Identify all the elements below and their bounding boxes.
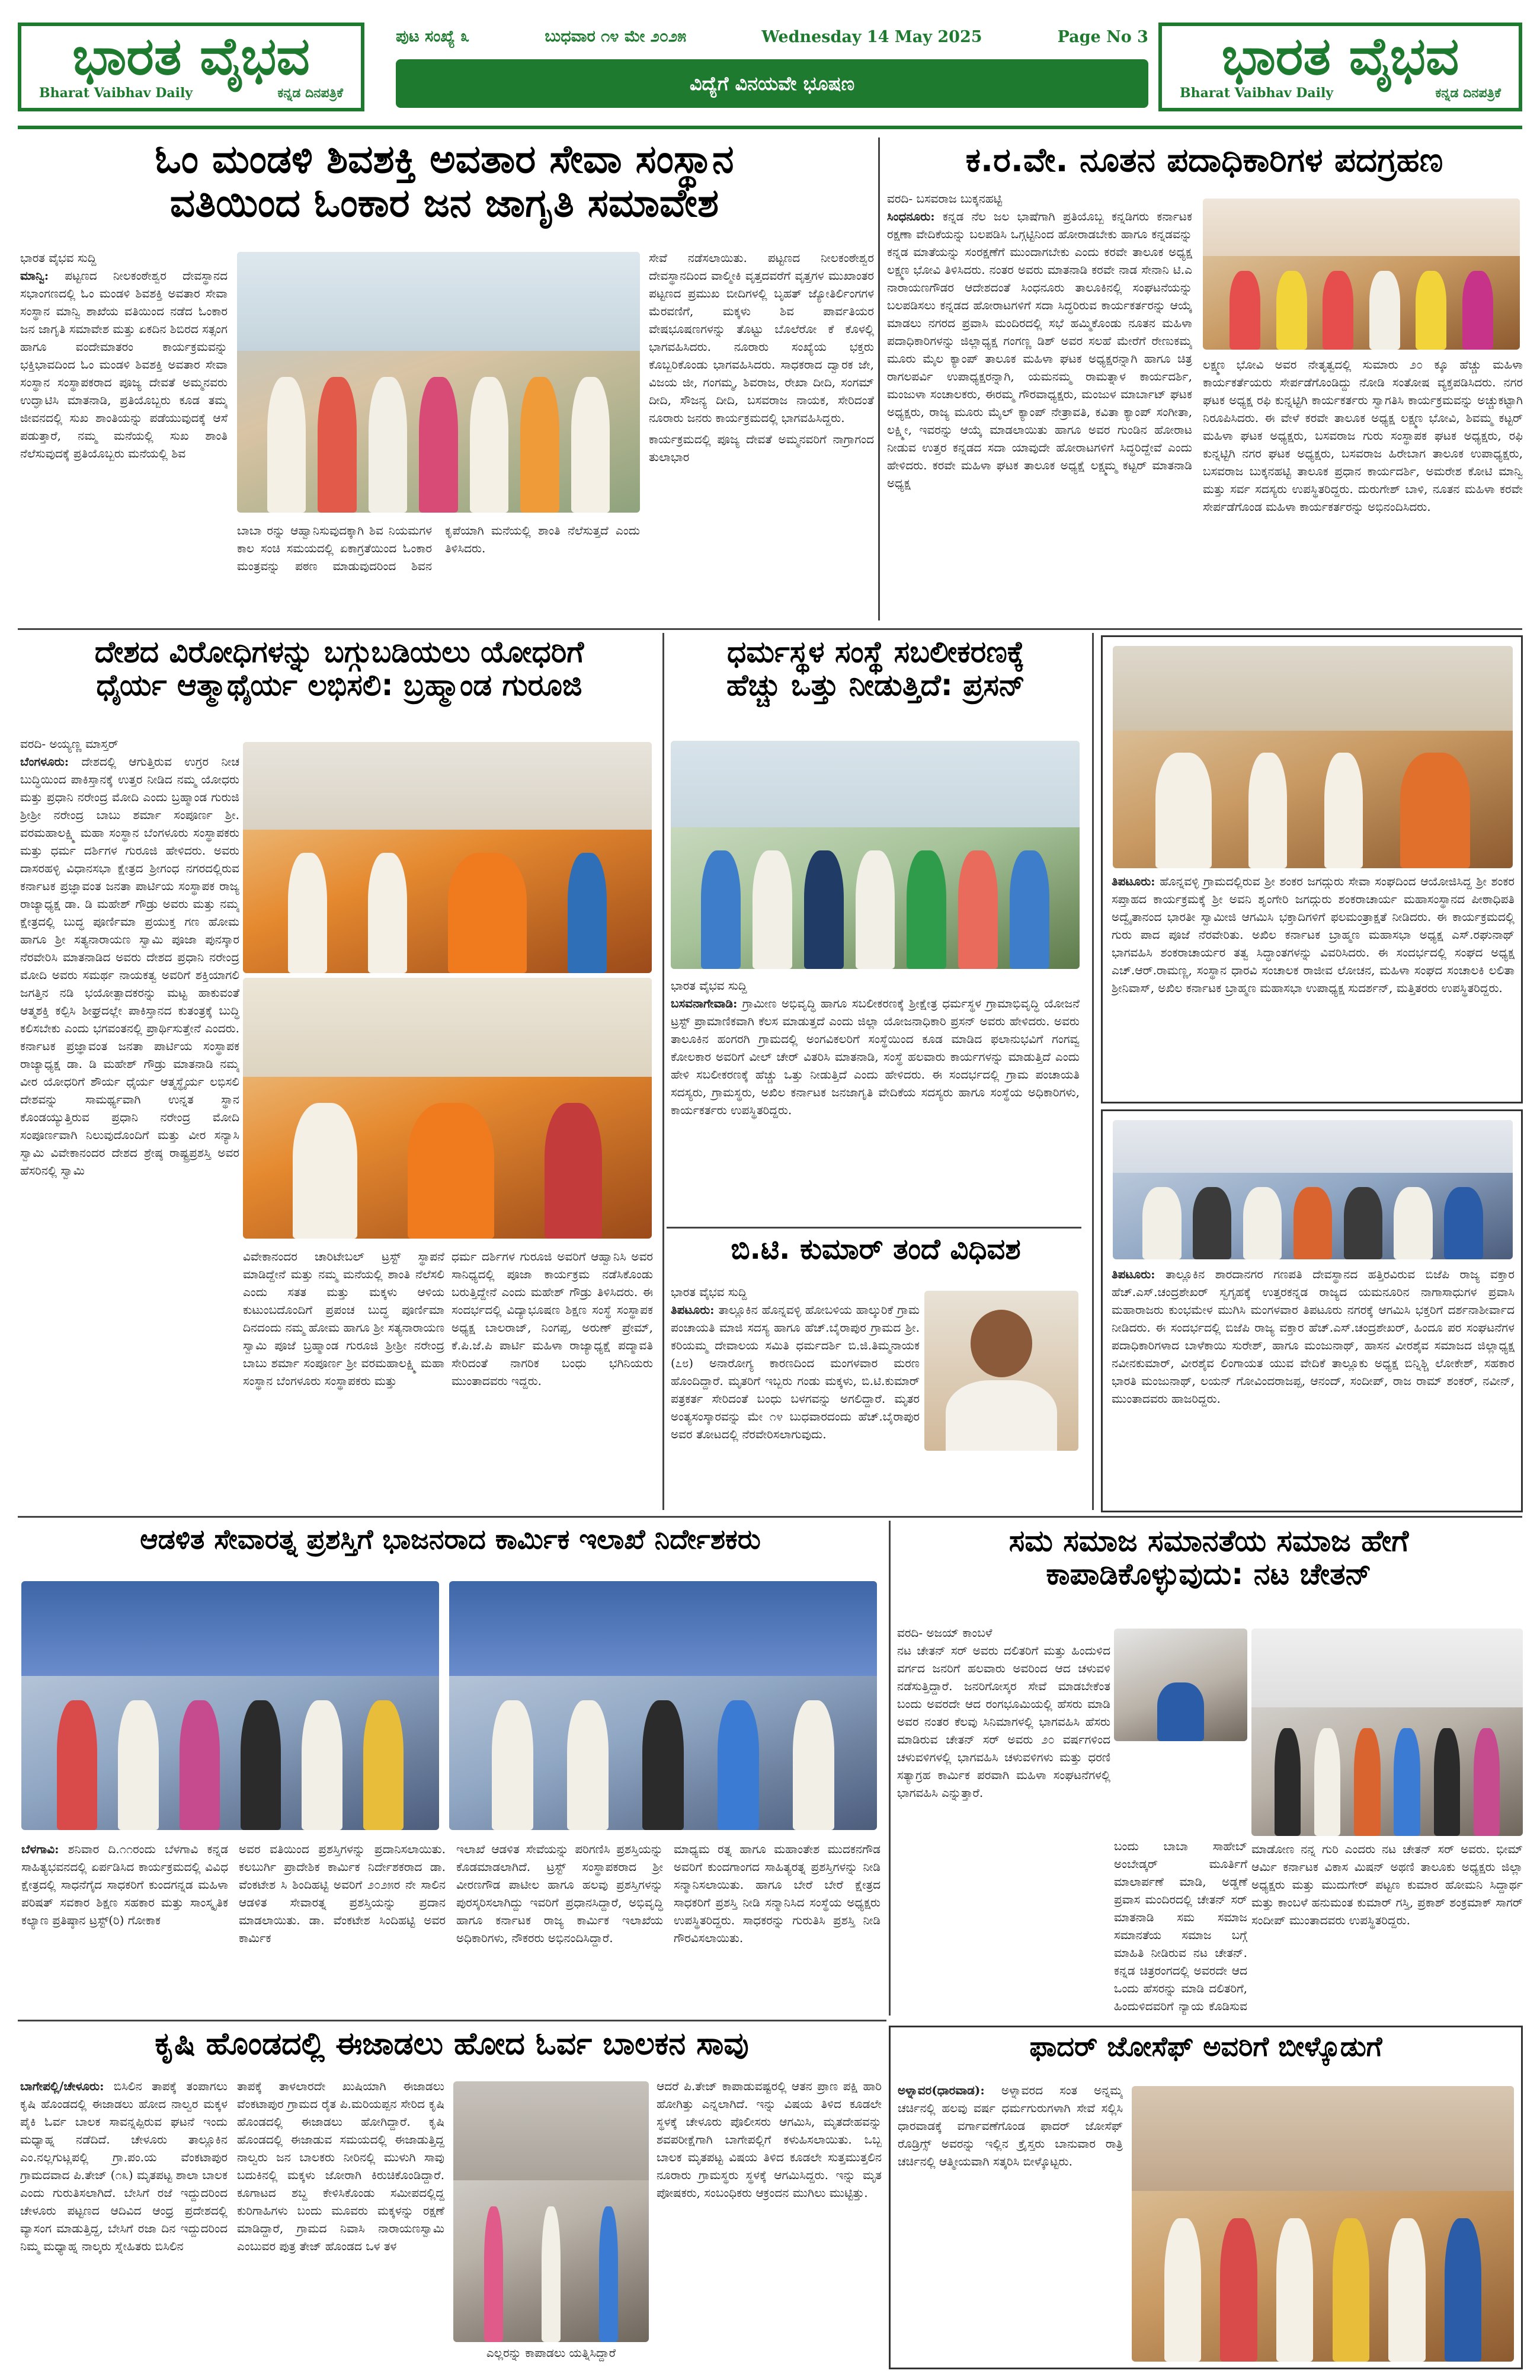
headline-omkara-2: ವತಿಯಿಂದ ಓಂಕಾರ ಜನ ಜಾಗೃತಿ ಸಮಾವೇಶ bbox=[169, 180, 719, 226]
chetan-byline: ವರದಿ- ಅಜಯ್ ಕಾಂಬಳೆ bbox=[897, 1626, 992, 1640]
labour-body-3: ಇಲಾಖೆ ಆಡಳಿತ ಸೇವೆಯನ್ನು ಪರಿಗಣಿಸಿ ಪ್ರಶಸ್ತಿಯನ್ನು ಕೊಡಮಾಡಲಾಗಿದೆ. ಟ್ರಸ್ಟ್ ಸಂಸ್ಥಾಪಕರಾದ ಶ್ರೀ ವೀರಣಗೌಡ ಪಾಟೀಲ ಹಾಗೂ ಹಲವು ಪ್ರಶಸ್ತಿಗಳನ್ನು ಪುರಸ್ಕರಿಸಲಾಗಿದ್ದು ಇವರಿಗೆ ಪ್ರಧಾನಸಿದ್ದಾರೆ, ಅಭಿವೃದ್ಧಿ ಹಾಗೂ ಕರ್ನಾಟಕ ರಾಜ್ಯ ಕಾರ್ಮಿಕ ಇಲಾಖೆಯ ಅಧಿಕಾರಿಗಳು, ನೌಕರರು ಅಭಿನಂದಿಸಿದ್ದಾರೆ. bbox=[456, 1842, 663, 1945]
father-church-photo bbox=[1132, 2086, 1514, 2362]
karave-byline: ವರದಿ- ಬಸವರಾಜ ಬುಕ್ಕನಹಟ್ಟಿ bbox=[887, 191, 1003, 206]
omkara-byline: ಭಾರತ ವೈಭವ ಸುದ್ದಿ bbox=[20, 251, 97, 265]
omkara-body-3-tail: ಕಾರ್ಯಕ್ರಮದಲ್ಲಿ ಪೂಜ್ಯ ದೇವತೆ ಅಮ್ಮನವರಿಗೆ ನಾಗ್ರಾಗಂದ ತುಲಾಭಾರ bbox=[649, 432, 874, 464]
row-divider-1 bbox=[18, 628, 1522, 630]
drown-body-1: ಬಿಸಿಲಿನ ತಾಪಕ್ಕೆ ತಂಪಾಗಲು ಕೃಷಿ ಹೊಂಡದಲ್ಲಿ ಈಜಾಡಲು ಹೋದ ನಾಲ್ವರ ಮಕ್ಕಳ ಪೈಕಿ ಓರ್ವ ಬಾಲಕ ಸಾವನ್ನಪ್ಪಿರುವ ಘಟನೆ ಇಂದು ಮಧ್ಯಾಹ್ನ ನಡೆದಿದೆ. ಚೇಳೂರು ತಾಲ್ಲೂಕಿನ ಎಂ.ನಲ್ಲಗುಟ್ಲಪಲ್ಲಿ ಗ್ರಾ.ಪಂ.ಯ ವೆಂಕಟಾಪುರ ಗ್ರಾಮದವಾದ ಪಿ.ತೇಜ್ (೧೩) ಮೃತಪಟ್ಟ ಶಾಲಾ ಬಾಲಕ ಎಂದು ಗುರುತಿಸಲಾಗಿದೆ. ಬೇಸಿಗೆ ರಜೆ ಇದ್ದುದರಿಂದ ಚೇಳೂರು ಪಟ್ಟಣದ ಆದಿವಿದ ಆಂಧ್ರ ಪ್ರದೇಶದಲ್ಲಿ ವ್ಯಾಸಂಗ ಮಾಡುತ್ತಿದ್ದ, ಬೇಸಿಗೆ ರಜಾ ದಿನ ಇದ್ದುದರಿಂದ ನಿಮ್ಮ ಮಧ್ಯಾಹ್ನ ನಾಲ್ಕರು ಸ್ನೇಹಿತರು ಬಿಸಿಲಿನ bbox=[20, 2079, 228, 2253]
headline-drown: ಕೃಷಿ ಹೊಂಡದಲ್ಲಿ ಈಜಾಡಲು ಹೋದ ಓರ್ವ ಬಾಲಕನ ಸಾವು bbox=[155, 2027, 749, 2062]
brahmanda-guruji-photo-1 bbox=[243, 742, 652, 973]
dharmasthala-group-photo bbox=[671, 741, 1080, 969]
story-labour bbox=[18, 1524, 883, 1572]
labour-award-photo-2 bbox=[449, 1581, 877, 1830]
drown-column-2 bbox=[237, 2077, 444, 2368]
bjp-tiptur-body-block bbox=[1112, 1265, 1515, 1508]
omkara-column-3 bbox=[649, 249, 874, 628]
shringeri-swamiji-photo bbox=[1113, 646, 1513, 868]
newspaper-english-name-right: Bharat Vaibhav Daily bbox=[1180, 85, 1334, 101]
shringeri-body-block bbox=[1112, 872, 1515, 1101]
newspaper-kannada-sub: ಕನ್ನಡ ದಿನಪತ್ರಿಕೆ bbox=[277, 85, 343, 101]
masthead-rule bbox=[18, 126, 1522, 129]
chetan-column-2 bbox=[1114, 1837, 1247, 2015]
date-english: Wednesday 14 May 2025 bbox=[761, 27, 982, 46]
headline-obit: ಬಿ.ಟಿ. ಕುಮಾರ್ ತಂದೆ ವಿಧಿವಶ bbox=[731, 1234, 1021, 1266]
story-father bbox=[892, 2032, 1520, 2079]
labour-dateline: ಬೆಳಗಾವಿ: bbox=[21, 1842, 59, 1856]
newspaper-title-right: ಭಾರತ ವೈಭವ bbox=[1221, 25, 1459, 87]
dharmasthala-dateline: ಬಸವನಾಗೇವಾಡಿ: bbox=[671, 996, 738, 1010]
labour-body-block bbox=[21, 1840, 881, 2012]
headline-omkara-1: ಓಂ ಮಂಡಳಿ ಶಿವಶಕ್ತಿ ಅವತಾರ ಸೇವಾ ಸಂಸ್ಥಾನ bbox=[155, 137, 734, 182]
drown-dateline: ಬಾಗೇಪಲ್ಲಿ/ಚೇಳೂರು: bbox=[20, 2079, 104, 2093]
headline-brahmanda-2: ಧೈರ್ಯ ಆತ್ಮಾಥೈರ್ಯ ಲಭಿಸಲಿ: ಬ್ರಹ್ಮಾಂಡ ಗುರೂಜಿ bbox=[96, 668, 582, 702]
drown-column-3 bbox=[657, 2077, 882, 2368]
row-divider-2 bbox=[18, 1516, 1522, 1518]
chetan-group-photo bbox=[1251, 1629, 1523, 1836]
date-kannada: ಬುಧವಾರ ೧೪ ಮೇ ೨೦೨೫ bbox=[545, 27, 687, 46]
chetan-portrait-photo bbox=[1114, 1629, 1247, 1741]
masthead-logo-left bbox=[18, 23, 364, 111]
shringeri-dateline: ತಿಪಟೂರು: bbox=[1112, 874, 1155, 888]
brahmanda-caption-1: ವಿವೇಕಾನಂದರ ಚಾರಿಟೇಬಲ್ ಟ್ರಸ್ಟ್ ಸ್ಥಾಪನೆ ಮಾಡಿದ್ದೇನೆ ಮತ್ತು ನಮ್ಮ ಮನೆಯಲ್ಲಿ ಶಾಂತಿ ನೆಲೆಸಲಿ ಎಂದು ಸತತ ಮತ್ತು ಮಕ್ಕಳು ಆಳಿಯ ಕುಟುಂಬದೊಂದಿಗೆ ಪ್ರಪಂಚ ಬುದ್ಧ ಪೂರ್ಣಿಮಾ ದಿನದಂದು ನಮ್ಮ ಹೋಮ ಹಾಗೂ ಶ್ರೀ ಸತ್ಯನಾರಾಯಣ ಸ್ವಾಮಿ ಪೂಜೆ ಬ್ರಹ್ಮಾಂಡ ಗುರೂಜಿ ಶ್ರೀಶ್ರೀ ನರೇಂದ್ರ ಬಾಬು ಶರ್ಮಾ ಸಂಪೂರ್ಣ ಶ್ರೀ ವರಮಹಾಲಕ್ಷ್ಮಿ ಮಹಾ ಸಂಸ್ಥಾನ ಬೆಂಗಳೂರು ಸಂಸ್ಥಾಪಕರು ಮತ್ತು bbox=[243, 1249, 444, 1388]
father-body-block bbox=[898, 2081, 1123, 2366]
headline-father: ಫಾದರ್ ಜೋಸೆಫ್ ಅವರಿಗೆ ಬೀಳ್ಕೊಡುಗೆ bbox=[1029, 2032, 1382, 2062]
headline-chetan-1: ಸಮ ಸಮಾಜ ಸಮಾನತೆಯ ಸಮಾಜ ಹೇಗೆ bbox=[1008, 1524, 1409, 1558]
brahmanda-caption-2: ಧರ್ಮ ದರ್ಶಿಗಳ ಗುರೂಜಿ ಅವರಿಗೆ ಆಹ್ವಾನಿಸಿ ಅವರ ಸಾನಿಧ್ಯದಲ್ಲಿ ಪೂಜಾ ಕಾರ್ಯಕ್ರಮ ನಡೆಸಿಕೊಂಡು ಬರುತ್ತಿದ್ದೇನೆ ಎಂದು ಮಹೇಶ್ ಗೌಡ್ರು ತಿಳಿಸಿದರು. ಈ ಸಂದರ್ಭದಲ್ಲಿ ವಿದ್ಯಾಭೂಷಣ ಶಿಕ್ಷಣ ಸಂಸ್ಥೆ ಸಂಸ್ಥಾಪಕ ಅಧ್ಯಕ್ಷ ಬಾಲರಾಜ್, ನಿಂಗಪ್ಪ, ಅರುಣ್ ಪ್ರೇಮ್, ಕೆ.ಪಿ.ಜೆ.ಪಿ ಪಾರ್ಟಿ ಮಹಿಳಾ ರಾಜ್ಯಾಧ್ಯಕ್ಷೆ ಪದ್ಮಾವತಿ ಸೇರಿದಂತೆ ನಾಗರಿಕ ಬಂಧು ಭಗಿನಿಯರು ಮುಂತಾದವರು ಇದ್ದರು. bbox=[452, 1249, 653, 1388]
page-volume: ಪುಟ ಸಂಖ್ಯೆ ೩ bbox=[396, 27, 470, 46]
karave-column-1 bbox=[887, 190, 1192, 622]
bjp-tiptur-dateline: ತಿಪಟೂರು: bbox=[1112, 1267, 1155, 1281]
drown-body-3: ಆದರೆ ಪಿ.ತೇಜ್ ಕಾಪಾಡುವಷ್ಟರಲ್ಲಿ ಆತನ ಪ್ರಾಣ ಪಕ್ಷಿ ಹಾರಿ ಹೋಗಿತ್ತು ಎನ್ನಲಾಗಿದೆ. ಇನ್ನು ವಿಷಯ ತಿಳಿದ ಕೂಡಲೇ ಸ್ಥಳಕ್ಕೆ ಚೇಳೂರು ಪೊಲೀಸರು ಆಗಮಿಸಿ, ಮೃತದೇಹವನ್ನು ಶವಪರೀಕ್ಷೆಗಾಗಿ ಬಾಗೇಪಲ್ಲಿಗೆ ಕಳುಹಿಸಲಾಯಿತು. ಒಬ್ಬ ಬಾಲಕ ಮೃತಪಟ್ಟ ವಿಷಯ ತಿಳಿದ ಕೂಡಲೇ ಸುತ್ತಮುತ್ತಲಿನ ನೂರಾರು ಗ್ರಾಮಸ್ಥರು ಸ್ಥಳಕ್ಕೆ ಆಗಮಿಸಿದ್ದರು. ಇನ್ನು ಮೃತ ಪೋಷಕರು, ಸಂಬಂಧಿಕರು ಆಕ್ರಂದನ ಮುಗಿಲು ಮುಟ್ಟಿತ್ತು. bbox=[657, 2079, 882, 2200]
column-divider bbox=[662, 633, 664, 1510]
issue-info-row bbox=[396, 24, 1148, 50]
column-divider bbox=[889, 1521, 891, 2016]
brahmanda-guruji-photo-2 bbox=[243, 978, 652, 1239]
chetan-body-2: ಮಾಡೋಣ ನನ್ನ ಗುರಿ ಎಂದರು ನಟ ಚೇತನ್ ಸರ್ ಅವರು. ಭೀಮ್ ಆರ್ಮಿ ಕರ್ನಾಟಕ ವಿಕಾಸ ಮಿಷನ್ ಅಥಣಿ ತಾಲೂಕು ಅಧ್ಯಕ್ಷರು ಜಿಲ್ಲಾ ಅಧ್ಯಕ್ಷರು ಮತ್ತು ಮುದುಗೇರ್ ಪಟ್ಟಣ ಕುಮಾರ ಹೋಮನಿ ಸಿದ್ದಾರ್ಥ ಮತ್ತು ಕಾಂಬಳೆ ಹನುಮಂತ ಕುಮಾರ್ ಗಸ್ತಿ, ಪ್ರಕಾಶ್ ಶಂಕ್ರಮಾಕ್ ಸಾಗರ್ ಸಂದೀಪ್ ಮುಂತಾದವರು ಉಪಸ್ಥಿತರಿದ್ದರು. bbox=[1251, 1842, 1523, 1927]
motto-text: ವಿದ್ಯೆಗೆ ವಿನಯವೇ ಭೂಷಣ bbox=[689, 72, 855, 95]
labour-body-1: ಶನಿವಾರ ದಿ.೧೧ರಂದು ಬೆಳಗಾವಿ ಕನ್ನಡ ಸಾಹಿತ್ಯಭವನದಲ್ಲಿ ಏರ್ಪಡಿಸಿದ ಕಾರ್ಯಕ್ರಮದಲ್ಲಿ ವಿವಿಧ ಕ್ಷೇತ್ರದಲ್ಲಿ ಸಾಧನೆಗೈದ ಸಾಧಕರಿಗೆ ಕುಂದಗನ್ನಡ ಮಹಿಳಾ ಪರಿಷತ್ ಸವಕಾರ ಶಿಕ್ಷಣ ಸಹಕಾರ ಮತ್ತು ಸಾಂಸ್ಕೃತಿಕ ಕಲ್ಯಾಣ ಪ್ರತಿಷ್ಠಾನ ಟ್ರಸ್ಟ್(ರಿ) ಗೋಕಾಕ bbox=[21, 1842, 228, 1927]
column-divider bbox=[1092, 633, 1094, 1510]
headline-dharmasthala-2: ಹೆಚ್ಚು ಒತ್ತು ನೀಡುತ್ತಿದೆ: ಪ್ರಸನ್ bbox=[726, 668, 1025, 702]
story-karave bbox=[886, 142, 1523, 190]
omkara-body-1: ಪಟ್ಟಣದ ನೀಲಕಂಠೇಶ್ವರ ದೇವಸ್ಥಾನದ ಸಭಾಂಗಣದಲ್ಲಿ ಓಂ ಮಂಡಳಿ ಶಿವಶಕ್ತಿ ಅವತಾರ ಸೇವಾ ಸಂಸ್ಥಾನ ಮಾನ್ವಿ ಶಾಖೆಯ ವತಿಯಿಂದ ನಡೆದ ಓಂಕಾರ ಜನ ಜಾಗೃತಿ ಸಮಾವೇಶ ಮತ್ತು ಏಕದಿನ ಶಿಬಿರದ ಸತ್ಸಂಗ ಹಾಗೂ ವಂದೇಮಾತರಂ ಕಾರ್ಯಕ್ರಮವನ್ನು ಭಕ್ತಿಭಾವದಿಂದ ಓಂ ಮಂಡಳಿ ಶಿವಶಕ್ತಿ ಅವತಾರ ಸೇವಾ ಸಂಸ್ಥಾನ ಸಂಸ್ಥಾಪಕರಾದ ಪೂಜ್ಯ ದೇವತೆ ಅಮ್ಮನವರು ಉದ್ಘಾಟಿಸಿ ಮಾತನಾಡಿ, ಪ್ರತಿಯೊಬ್ಬರು ಕೂಡ ತಮ್ಮ ಜೀವನದಲ್ಲಿ ಸುಖ ಶಾಂತಿಯನ್ನು ಪಡೆಯುವುದಕ್ಕೆ ಆಸೆ ಪಡುತ್ತಾರೆ, ನಮ್ಮ ಮನೆಯಲ್ಲಿ ಸುಖ ಶಾಂತಿ ನೆಲೆಸುವುದಕ್ಕೆ ಪ್ರತಿಯೊಬ್ಬರು ಮನೆಯಲ್ಲಿ ಶಿವ bbox=[20, 268, 228, 460]
omkara-procession-photo bbox=[237, 252, 640, 513]
story-chetan bbox=[895, 1524, 1523, 1619]
headline-chetan-2: ಕಾಪಾಡಿಕೊಳ್ಳುವುದು: ನಟ ಚೇತನ್ bbox=[1046, 1557, 1372, 1591]
row-divider-obit bbox=[667, 1227, 1081, 1229]
father-body: ಅಳ್ನಾವರದ ಸಂತ ಅನ್ನಮ್ಮ ಚರ್ಚಿನಲ್ಲಿ ಹಲವು ವರ್ಷ ಧರ್ಮಗುರುಗಳಾಗಿ ಸೇವೆ ಸಲ್ಲಿಸಿ ಧಾರವಾಡಕ್ಕೆ ವರ್ಗಾವಣೆಗೊಂಡ ಫಾದರ್ ಜೋಸೆಫ್ ರೊಡ್ರಿಗ್ಸ್ ಅವರನ್ನು ಇಲ್ಲಿನ ಕ್ರೈಸ್ತರು ಬಾನುವಾರ ರಾತ್ರಿ ಚರ್ಚಿನಲ್ಲಿ ಆತ್ಮೀಯವಾಗಿ ಸತ್ಕರಿಸಿ ಬೀಳ್ಕೊಟ್ಟರು. bbox=[898, 2083, 1123, 2168]
obit-body-block bbox=[671, 1283, 920, 1508]
story-dharmasthala bbox=[668, 635, 1083, 730]
chetan-body-1: ಬಂದು ಬಾಬಾ ಸಾಹೇಬ್ ಅಂಬೇಡ್ಕರ್ ಮೂರ್ತಿಗೆ ಮಾಲಾರ್ಪಣೆ ಮಾಡಿ, ಅಡ್ಡಣೆ ಪ್ರವಾಸ ಮಂದಿರದಲ್ಲಿ ಚೇತನ್ ಸರ್ ಮಾತನಾಡಿ ಸಮ ಸಮಾಜ ಸಮಾನತೆಯ ಸಮಾಜ ಬಗ್ಗೆ ಮಾಹಿತಿ ನೀಡಿರುವ ನಟ ಚೇತನ್. ಕನ್ನಡ ಚಿತ್ರರಂಗದಲ್ಲಿ ಅವರದೇ ಆದ ಒಂದು ಹೆಸರನ್ನು ಮಾಡಿ ದಲಿತರಿಗೆ, ಹಿಂದುಳಿದವರಿಗೆ ನ್ಯಾಯ ಕೊಡಿಸುವ bbox=[1114, 1839, 1247, 2013]
drown-scene-photo bbox=[453, 2081, 649, 2342]
omkara-dateline: ಮಾನ್ವಿ: bbox=[20, 268, 49, 283]
omkara-body-3: ಸೇವೆ ನಡೆಸಲಾಯಿತು. ಪಟ್ಟಣದ ನೀಲಕಂಠೇಶ್ವರ ದೇವಸ್ಥಾನದಿಂದ ವಾಲ್ಮೀಕಿ ವೃತ್ತದವರೆಗೆ ವೃತ್ತಗಳ ಮುಖಾಂತರ ಪಟ್ಟಣದ ಪ್ರಮುಖ ಬೀದಿಗಳಲ್ಲಿ ಬೃಹತ್ ಜ್ಯೋತಿರ್ಲಿಂಗಗಳ ಮೆರವಣಿಗೆ, ಮಕ್ಕಳು ಶಿವ ಪಾರ್ವತಿಯರ ವೇಷಭೂಷಣಗಳನ್ನು ತೊಟ್ಟು ಬೊಲೆರೋ ಕೆ ಕೊಳಲ್ಲಿ ಭಾಗವಹಿಸಿದರು. ನೂರಾರು ಸಂಖ್ಯೆಯ ಭಕ್ತರು ಕೊಬ್ಬರಿಕೊಂಡು ಭಾಗವಹಿಸಿದರು. ಸಾಧಕರಾದ ದ್ವಾರಕ ಜೇ, ವಿಜಯ ಜೀ, ಗಂಗಮ್ಮ, ಶಿವರಾಜ, ರೇಖಾ ದೀದಿ, ಸಂಗಮ್ ದೀದಿ, ಸೌಜನ್ಯ ದೀದಿ, ಬಸವರಾಜ ನಾಯಕ, ಸೇರಿದಂತೆ ನೂರಾರು ಜನರು ಕಾರ್ಯಕ್ರಮದಲ್ಲಿ ಭಾಗವಹಿಸಿದ್ದರು. bbox=[649, 251, 874, 425]
column-divider bbox=[878, 137, 880, 620]
brahmanda-column-1 bbox=[20, 735, 239, 1505]
karave-dateline: ಸಿಂಧನೂರು: bbox=[887, 209, 935, 223]
newspaper-kannada-sub-right: ಕನ್ನಡ ದಿನಪತ್ರಿಕೆ bbox=[1435, 85, 1501, 101]
labour-award-photo-1 bbox=[21, 1581, 439, 1830]
omkara-photo-caption: ಬಾಬಾ ರನ್ನು ಆಹ್ವಾನಿಸುವುದಕ್ಕಾಗಿ ಶಿವ ನಿಯಮಗಳ ಕಾಲ ಸಂಚಿ ಸಮಯದಲ್ಲಿ ಏಕಾಗ್ರತೆಯಿಂದ ಓಂಕಾರ ಮಂತ್ರವನ್ನು ಪಠಣ ಮಾಡುವುದರಿಂದ ಶಿವನ ಕೃಪೆಯಾಗಿ ಮನೆಯಲ್ಲಿ ಶಾಂತಿ ನೆಲೆಸುತ್ತದೆ ಎಂದು ತಿಳಿಸಿದರು. bbox=[237, 523, 640, 573]
story-obit bbox=[668, 1234, 1083, 1281]
drown-photo-caption: ಎಲ್ಲರನ್ನು ಕಾಪಾಡಲು ಯತ್ನಿಸಿದ್ದಾರೆ bbox=[486, 2346, 616, 2360]
chetan-body-top: ನಟ ಚೇತನ್ ಸರ್ ಅವರು ದಲಿತರಿಗೆ ಮತ್ತು ಹಿಂದುಳಿದ ವರ್ಗದ ಜನರಿಗೆ ಹಲವಾರು ಅವರಿಂದ ಆದ ಚಳುವಳಿ ನಡೆಸುತ್ತಿದ್ದಾರೆ. ಜನರಿಗೋಸ್ಕರ ಸೇವೆ ಮಾಡಬೇಕೆಂತ ಬಂದು ಅವರದೇ ಆದ ರಂಗಭೂಮಿಯಲ್ಲಿ ಹೆಸರು ಮಾಡಿ ಅವರ ನಂತರ ಕೆಲವು ಸಿನಿಮಾಗಳಲ್ಲಿ ಭಾಗವಹಿಸಿ ಹೆಸರು ಮಾಡಿರುವ ಚೇತನ್ ಸರ್ ಅವರು ೨೦ ವರ್ಷಗಳಿಂದ ಚಳುವಳಿಗಳಲ್ಲಿ ಭಾಗವಹಿಸಿ ಚಳುವಳಿಗಳು ಮತ್ತು ಧರಣಿ ಸತ್ಯಾಗ್ರಹ ಕಾರ್ಮಿಕ ಪರವಾಗಿ ಮಹಿಳಾ ಸಂಘಟನೆಗಳಲ್ಲಿ ಭಾಗವಹಿಸಿ ಎನ್ನುತ್ತಾರೆ. bbox=[897, 1643, 1110, 1800]
labour-body-2: ಅವರ ವತಿಯಿಂದ ಪ್ರಶಸ್ತಿಗಳನ್ನು ಪ್ರದಾನಿಸಲಾಯಿತು. ಕಲಬುರ್ಗಿ ಪ್ರಾದೇಶಿಕ ಕಾರ್ಮಿಕ ನಿರ್ದೇಶಕರಾದ ಡಾ. ವೆಂಕಟೇಶ ಸಿ ಶಿಂದಿಹಟ್ಟಿ ಅವರಿಗೆ ೨೦೨೫ರ ನೇ ಸಾಲಿನ ಆಡಳಿತ ಸೇವಾರತ್ನ ಪ್ರಶಸ್ತಿಯನ್ನು ಪ್ರದಾನ ಮಾಡಲಾಯಿತು. ಡಾ. ವೆಂಕಟೇಶ ಸಿಂದಿಹಟ್ಟಿ ಅವರ ಕಾರ್ಮಿಕ bbox=[239, 1842, 446, 1945]
row-divider-3 bbox=[18, 2020, 886, 2021]
omkara-column-1 bbox=[20, 249, 228, 628]
dharmasthala-body-block bbox=[671, 977, 1080, 1231]
obit-dateline: ತಿಪಟೂರು: bbox=[671, 1303, 715, 1317]
obit-portrait-photo bbox=[924, 1291, 1078, 1451]
story-brahmanda bbox=[18, 635, 661, 730]
newspaper-english-name: Bharat Vaibhav Daily bbox=[39, 85, 193, 101]
brahmanda-byline: ವರದಿ- ಅಯ್ಯಣ್ಣ ಮಾಸ್ತರ್ bbox=[20, 737, 119, 751]
labour-body-4: ಮಾಧ್ಯಮ ರತ್ನ ಹಾಗೂ ಮಹಾಂತೇಶ ಮುದಕನಗೌಡ ಅವರಿಗೆ ಕುಂದಗಾಂಗದ ಸಾಹಿತ್ಯರತ್ನ ಪ್ರಶಸ್ತಿಗಳನ್ನು ನೀಡಿ ಸನ್ಮಾನಿಸಲಾಯಿತು. ಹಾಗೂ ಬೇರೆ ಬೇರೆ ಕ್ಷೇತ್ರದ ಸಾಧಕರಿಗೆ ಪ್ರಶಸ್ತಿ ನೀಡಿ ಸನ್ಮಾನಿಸಿದ ಸಂಸ್ಥೆಯ ಅಧ್ಯಕ್ಷರು ಉಪಸ್ಥಿತರಿದ್ದರು. ಸಾಧಕರನ್ನು ಗುರುತಿಸಿ ಪ್ರಶಸ್ತಿ ನೀಡಿ ಗೌರವಿಸಲಾಯಿತು. bbox=[674, 1842, 881, 1945]
shringeri-body: ಹೊನ್ನವಳ್ಳಿ ಗ್ರಾಮದಲ್ಲಿರುವ ಶ್ರೀ ಶಂಕರ ಜಗದ್ಗುರು ಸೇವಾ ಸಂಘದಿಂದ ಆಯೋಜಿಸಿದ್ದ ಶ್ರೀ ಶಂಕರ ಸಪ್ತಾಹದ ಕಾರ್ಯಕ್ರಮಕ್ಕೆ ಶ್ರೀ ಅವನಿ ಶೃಂಗೇರಿ ಜಗದ್ಗುರು ಶಂಕರಾಚಾರ್ಯ ಮಹಾಸಂಸ್ಥಾನದ ಪೀಠಾಧಿಪತಿ ಅದ್ವೈತಾನಂದ ಭಾರತೀ ಸ್ವಾಮೀಜಿ ಆಗಮಿಸಿ ಭಕ್ತಾದಿಗಳಿಗೆ ಫಲಮಂತ್ರಾಕ್ಷತೆ ನೀಡಿದರು. ಈ ಕಾರ್ಯಕ್ರಮದಲ್ಲಿ ಗುರು ಪಾದ ಪೂಜೆ ನೆರವೇರಿತು. ಅಖಿಲ ಕರ್ನಾಟಕ ಬ್ರಾಹ್ಮಣ ಮಹಾಸಭಾ ಅಧ್ಯಕ್ಷ ಎಸ್.ರಘುನಾಥ್ ಭಾಗವಹಿಸಿ ಶಂಕರಾಚಾರ್ಯರ ತತ್ವ ಸಿದ್ಧಾಂತಗಳನ್ನು ವಿವರಿಸಿದರು. ಈ ಸಂದರ್ಭದಲ್ಲಿ ಸಂಘದ ಅಧ್ಯಕ್ಷ ಎಚ್.ಆರ್.ರಾಮಣ್ಣ, ಸಂಸ್ಥಾನ ಧಾರವಿ ಸಂಚಾಲಕ ರಾಜೀವ ಲೋಚನ, ಮಹಿಳಾ ಸಂಘದ ಸಂಚಾಲಕಿ ಲಲಿತಾ ಶ್ರೀನಿವಾಸ್, ಅಖಿಲ ಕರ್ನಾಟಕ ಬ್ರಾಹ್ಮಣ ಮಹಾಸಭಾ ಉಪಾಧ್ಯಕ್ಷ ಸುದರ್ಶನ್, ಮತ್ತಿತರರು ಉಪಸ್ಥಿತರಿದ್ದರು. bbox=[1112, 874, 1515, 995]
father-dateline: ಅಳ್ನಾವರ(ಧಾರವಾಡ): bbox=[898, 2083, 985, 2097]
headline-labour: ಆಡಳಿತ ಸೇವಾರತ್ನ ಪ್ರಶಸ್ತಿಗೆ ಭಾಜನರಾದ ಕಾರ್ಮಿಕ ಇಲಾಖೆ ನಿರ್ದೇಶಕರು bbox=[140, 1524, 761, 1555]
chetan-column-3 bbox=[1251, 1840, 1523, 2015]
headline-karave: ಕ.ರ.ವೇ. ನೂತನ ಪದಾಧಿಕಾರಿಗಳ ಪದಗ್ರಹಣ bbox=[965, 142, 1443, 180]
bjp-tiptur-body: ತಾಲ್ಲೂಕಿನ ಶಾರದಾನಗರ ಗಣಪತಿ ದೇವಸ್ಥಾನದ ಹತ್ತಿರವಿರುವ ಬಿಜೆಪಿ ರಾಜ್ಯ ವಕ್ತಾರ ಹೆಚ್.ಎಸ್.ಚಂದ್ರಶೇಖರ್ ಸ್ವಗೃಹಕ್ಕೆ ಉತ್ತರಕನ್ನಡ ರಾಜ್ಯದ ಯಮನೂರಿನ ನಾಗಾಸಾಧುಗಳ ಪ್ರವಾಸಿ ಮಹಾರಾಜರು ಕುಂಭಮೇಳ ಮುಗಿಸಿ ಮಂಗಳವಾರ ತಿಪಟೂರು ನಗರಕ್ಕೆ ಆಗಮಿಸಿ ಭಕ್ತರಿಗೆ ದರ್ಶನಾಶೀರ್ವಾದ ನೀಡಿದರು. ಈ ಸಂದರ್ಭದಲ್ಲಿ ಬಿಜೆಪಿ ರಾಜ್ಯ ವಕ್ತಾರ ಹೆಚ್.ಎಸ್.ಚಂದ್ರಶೇಖರ್, ಹಿಂದೂ ಪರ ಸಂಘಟನೆಗಳ ಪದಾಧಿಕಾರಿಗಳಾದ ಬಾಳೆಕಾಯಿ ಸುರೇಶ್, ಹಾಗೂ ಮಂಜುನಾಥ್, ಹಾಸನ ವೀರಶೈವ ಸಮಾಜದ ಜಿಲ್ಲಾಧ್ಯಕ್ಷ ನವೀನಕುಮಾರ್, ವೀರಶೈವ ಲಿಂಗಾಯತ ಯುವ ವೇದಿಕೆ ತಾಲ್ಲೂಕು ಅಧ್ಯಕ್ಷ ಬಿನ್ನಿಶ್ಚಿ ಲೋಕೇಶ್, ಸಹಕಾರ ಭಾರತಿ ಮಂಜುನಾಥ್, ಲಯನ್ ಗೋವಿಂದರಾಜಪ್ಪ, ಆನಂದ್, ಸಂದೀಪ್, ರಾಜ ರಾಮ್ ಶಂಕರ್, ನವೀನ್, ಮುಂತಾದವರು ಹಾಜರಿದ್ದರು. bbox=[1112, 1267, 1515, 1406]
masthead-logo-right bbox=[1158, 23, 1522, 111]
drown-body-2: ತಾಪಕ್ಕೆ ತಾಳಲಾರದೇ ಖುಷಿಯಾಗಿ ಈಜಾಡಲು ವೆಂಕಟಾಪುರ ಗ್ರಾಮದ ರೈತ ಪಿ.ಮರಿಯಪ್ಪನ ಸೇರಿದ ಕೃಷಿ ಹೊಂಡದಲ್ಲಿ ಈಜಾಡಲು ಹೋಗಿದ್ದಾರೆ. ಕೃಷಿ ಹೊಂಡದಲ್ಲಿ ಈಜಾಡುವ ಸಮಯದಲ್ಲಿ ಈಜಾಡುತ್ತಿದ್ದ ನಾಲ್ವರು ಜನ ಬಾಲಕರು ನೀರಿನಲ್ಲಿ ಮುಳುಗಿ ಸಾವು ಬದುಕಿನಲ್ಲಿ ಮಕ್ಕಳು ಜೋರಾಗಿ ಕಿರುಚಿಕೊಂಡಿದ್ದಾರೆ. ಕೂಗಾಟದ ಶಬ್ದ ಕೇಳಿಸಿಕೊಂಡು ಸಮೀಪದಲ್ಲಿದ್ದ ಕುರಿಗಾಹಿಗಳು ಬಂದು ಮೂವರು ಮಕ್ಕಳನ್ನು ರಕ್ಷಣೆ ಮಾಡಿದ್ದಾರೆ, ಗ್ರಾಮದ ನಿವಾಸಿ ನಾರಾಯಣಸ್ವಾಮಿ ಎಂಬುವರ ಪುತ್ರ ತೇಜ್ ಹೊಂಡದ ಒಳ ತಳ bbox=[237, 2079, 444, 2253]
chetan-column-1 bbox=[897, 1624, 1110, 2009]
brahmanda-body: ದೇಶದಲ್ಲಿ ಆಗುತ್ತಿರುವ ಉಗ್ರರ ನೀಚ ಬುದ್ಧಿಯಿಂದ ಪಾಕಿಸ್ತಾನಕ್ಕೆ ಉತ್ತರ ನೀಡಿದ ನಮ್ಮ ಯೋಧರು ಮತ್ತು ಪ್ರಧಾನಿ ನರೇಂದ್ರ ಮೋದಿ ಎಂದು ಬ್ರಹ್ಮಾಂಡ ಗುರುಜಿ ಶ್ರೀಶ್ರೀ ನರೇಂದ್ರ ಬಾಬು ಶರ್ಮಾ ಸಂಪೂರ್ಣ ಶ್ರೀ. ವರಮಹಾಲಕ್ಷ್ಮಿ ಮಹಾ ಸಂಸ್ಥಾನ ಬೆಂಗಳೂರು ಸಂಸ್ಥಾಪಕರು ಮತ್ತು ಧರ್ಮ ದರ್ಶಿಗಳ ಗುರೂಜಿ ಹೇಳಿದರು. ಅವರು ದಾಸರಹಳ್ಳಿ ವಿಧಾನಸಭಾ ಕ್ಷೇತ್ರದ ಶ್ರೀಗಂಧ ನಗರದಲ್ಲಿರುವ ಕರ್ನಾಟಕ ಪ್ರಜ್ಞಾವಂತ ಜನತಾ ಪಾರ್ಟಿಯ ಸಂಸ್ಥಾಪಕ ರಾಜ್ಯ ರಾಜ್ಯಾಧ್ಯಕ್ಷ ಡಾ. ಡಿ ಮಹೇಶ್ ಗೌಡ್ರು ಅವರು ಮತ್ತು ನಮ್ಮ ಕ್ಷೇತ್ರದಲ್ಲಿ ಬುದ್ಧ ಪೂರ್ಣಿಮಾ ಪ್ರಯುಕ್ತ ಗಣ ಹೋಮ ಹಾಗೂ ಶ್ರೀ ಸತ್ಯನಾರಾಯಣ ಸ್ವಾಮಿ ಪೂಜಾ ಪುನಸ್ಕಾರ ನೆರವೇರಿಸಿ ಮಾತನಾಡಿದ ಅವರು ದೇಶದ ಪ್ರಧಾನಿ ನರೇಂದ್ರ ಮೋದಿ ಅವರು ಸಮರ್ಥ ನಾಯಕತ್ವ ಅವರಿಗೆ ಶಕ್ತಿಯಾಗಲಿ ಜಗತ್ತಿನ ನಡಿ ಭಯೋತ್ಪಾದಕರನ್ನು ಮಟ್ಟ ಹಾಕುವಂತೆ ಆತ್ಮಶಕ್ತಿ ಕಲ್ಪಿಸಿ ಶೀಘ್ರದಲ್ಲೇ ಪಾಕಿಸ್ತಾನದ ಕುತಂತ್ರಕ್ಕೆ ಬುದ್ಧಿ ಕಲಿಸಬೇಕು ಎಂದು ಭಗವಂತನಲ್ಲಿ ಪ್ರಾರ್ಥಿಸುತ್ತೇನೆ ಎಂದರು. ಕರ್ನಾಟಕ ಪ್ರಜ್ಞಾವಂತ ಜನತಾ ಪಾರ್ಟಿಯ ಸಂಸ್ಥಾಪಕ ರಾಜ್ಯಾಧ್ಯಕ್ಷ ಡಾ. ಡಿ ಮಹೇಶ್ ಗೌಡ್ರು ಮಾತನಾಡಿ ನಮ್ಮ ವೀರ ಯೋಧರಿಗೆ ಶೌರ್ಯ ಧೈರ್ಯ ಆತ್ಮಸ್ಥೈರ್ಯ ಲಭಿಸಲಿ ದೇಶವನ್ನು ಸಾಮರ್ಥ್ಯವಾಗಿ ಉನ್ನತ ಸ್ಥಾನ ಕೊಂಡಯ್ಯುತ್ತಿರುವ ಪ್ರಧಾನಿ ನರೇಂದ್ರ ಮೋದಿ ಸಂಪೂರ್ಣವಾಗಿ ನಿಲುವುದೊಂದಿಗೆ ಮತ್ತು ವೀರ ಸನ್ಯಾಸಿ ಸ್ವಾಮಿ ವಿವೇಕಾನಂದರ ದೇಶದ ಶ್ರೇಷ್ಠ ರಾಷ್ಟ್ರಪ್ರಶಸ್ತಿ ಅವರ ಹೆಸರಿನಲ್ಲಿ ಸ್ವಾಮಿ bbox=[20, 754, 239, 1178]
headline-brahmanda-1: ದೇಶದ ವಿರೋಧಿಗಳನ್ನು ಬಗ್ಗುಬಡಿಯಲು ಯೋಧರಿಗೆ bbox=[94, 635, 584, 669]
drown-column-1 bbox=[20, 2077, 228, 2368]
motto-banner bbox=[396, 59, 1148, 108]
karave-body-2: ಲಕ್ಷ್ಮಣ ಭೋವಿ ಅವರ ನೇತೃತ್ವದಲ್ಲಿ ಸುಮಾರು ೨೦ ಕ್ಕೂ ಹೆಚ್ಚು ಮಹಿಳಾ ಕಾರ್ಯಕರ್ತೆಯರು ಸೇರ್ಪಡೆಗೊಂಡಿದ್ದು ನೋಡಿ ಸಂತೋಷ ವ್ಯಕ್ತಪಡಿಸಿದರು. ನಗರ ಘಟಕ ಅಧ್ಯಕ್ಷ ರಫಿ ಕುನ್ನಟ್ಟಿಗಿ ಕಾರ್ಯಕರ್ತರು ಸ್ವಾಗತಿಸಿ ಕಾರ್ಯಕ್ರಮವನ್ನು ಅಚ್ಚುಕಟ್ಟಾಗಿ ನಿರೂಪಿಸಿದರು. ಈ ವೇಳೆ ಕರವೇ ತಾಲೂಕ ಅಧ್ಯಕ್ಷ ಲಕ್ಷ್ಮಣ ಭೋವಿ, ಶಿವಮ್ಮ ಕಟ್ಟರ್ ಮಹಿಳಾ ಘಟಕ ಅಧ್ಯಕ್ಷರು, ಬಸವರಾಜ ಗುರು ಸಂಸ್ಥಾಪಕ ಘಟಕ ಅಧ್ಯಕ್ಷರು, ರಫಿ ಕುನ್ನಟ್ಟಿಗಿ ನಗರ ಘಟಕ ಅಧ್ಯಕ್ಷರು, ಬಸವರಾಜ ಹಿರೇಬಾಗ ತಾಲೂಕ ಉಪಾಧ್ಯಕ್ಷರು, ಬಸವರಾಜ ಬುಕ್ಕನಹಟ್ಟಿ ತಾಲೂಕ ಪ್ರಧಾನ ಕಾರ್ಯದರ್ಶಿ, ಅಮರೇಶ ಕೋಟಿ ಮಾನ್ವಿ ಮತ್ತು ಸರ್ವ ಸದಸ್ಯರು ಉಪಸ್ಥಿತರಿದ್ದರು. ದುರುಗೇಶ್ ಬಾಳಿ, ನೂತನ ಮಹಿಳಾ ಕರವೇ ಸೇರ್ಪಡೆಗೊಂಡ ಮಹಿಳಾ ಕಾರ್ಯಕರ್ತರನ್ನು ಅಭಿನಂದಿಸಿದರು. bbox=[1203, 357, 1523, 514]
page-number: Page No 3 bbox=[1057, 27, 1148, 46]
brahmanda-dateline: ಬೆಂಗಳೂರು: bbox=[20, 754, 69, 769]
bjp-tiptur-group-photo bbox=[1113, 1120, 1513, 1259]
obit-byline: ಭಾರತ ವೈಭವ ಸುದ್ದಿ bbox=[671, 1285, 747, 1299]
newspaper-title: ಭಾರತ ವೈಭವ bbox=[72, 25, 310, 87]
headline-dharmasthala-1: ಧರ್ಮಸ್ಥಳ ಸಂಸ್ಥೆ ಸಬಲೀಕರಣಕ್ಕೆ bbox=[727, 635, 1024, 669]
karave-body: ಕನ್ನಡ ನೆಲ ಜಲ ಭಾಷೆಗಾಗಿ ಪ್ರತಿಯೊಬ್ಬ ಕನ್ನಡಿಗರು ಕರ್ನಾಟಕ ರಕ್ಷಣಾ ವೇದಿಕೆಯನ್ನು ಬಲಪಡಿಸಿ ಒಗ್ಗಟ್ಟಿನಿಂದ ಹೋರಾಡಬೇಕು ಹಾಗೂ ಕನ್ನಡವನ್ನು ಕನ್ನಡ ಮಾತೆಯನ್ನು ಸಂರಕ್ಷಣೆಗೆ ಮುಂದಾಗಬೇಕು ಎಂದು ಕರವೇ ತಾಲೂಕ ಅಧ್ಯಕ್ಷ ಲಕ್ಷ್ಮಣ ಭೋವಿ ತಿಳಿಸಿದರು. ನಂತರ ಅವರು ಮಾತನಾಡಿ ಕರವೇ ನಾಡ ಸೇನಾನಿ ಟಿ.ಎ ನಾರಾಯಣಗೌಡರ ಆದೇಶದಂತೆ ಸಿಂಧನೂರು ತಾಲೂಕಿನಲ್ಲಿ ಸಂಘಟನೆಯನ್ನು ಬಲಪಡಿಸಲು ಕನ್ನಡದ ಹೋರಾಟಗಳಿಗೆ ಸದಾ ಸಿದ್ಧರಿರುವ ಕಾರ್ಯಕರ್ತರನ್ನು ಆಯ್ಕೆ ಮಾಡಲು ನಗರದ ಪ್ರವಾಸಿ ಮಂದಿರದಲ್ಲಿ ಸಭೆ ಹಮ್ಮಿಕೊಂಡು ನೂತನ ಮಹಿಳಾ ಪದಾಧಿಕಾರಿಗಳನ್ನು ಜಿಲ್ಲಾಧ್ಯಕ್ಷ ಗಂಗಣ್ಣ ಡಿಶ್ ಅವರ ಸಲಹೆ ಮೇರೆಗೆ ರೇಣುಕಮ್ಮ ಮೂರು ಮೈಲ ಕ್ಯಾಂಪ್ ತಾಲೂಕ ಮಹಿಳಾ ಘಟಕ ಅಧ್ಯಕ್ಷರನ್ನಾಗಿ ಹಾಗೂ ಚಿತ್ರ ರಾಗಲಪರ್ವಿ ಉಪಾಧ್ಯಕ್ಷರನ್ನಾಗಿ, ಯಮನಮ್ಮ ರಾಮತ್ನಾಳ ಕಾರ್ಯದರ್ಶಿ, ಮಂಜುಳಾ ಸಂಚಾಲಕರು, ಈರಮ್ಮ ಗೌರವಾಧ್ಯಕ್ಷರು, ಮಂಜುಳ ಮಾರ್ಬಾಟ್ ಘಟಕ ಅಧ್ಯಕ್ಷರು, ರಾಜ್ಯ ಮೂರು ಮೈಲ್ ಕ್ಯಾಂಪ್ ನೇತ್ರಾವತಿ, ಕವಿತಾ ಕ್ಯಾಂಪ್ ಸಂಗೀತಾ, ಲಕ್ಷ್ಮೀ, ಇವರನ್ನು ಆಯ್ಕೆ ಮಾಡಲಾಯಿತು ಹಾಗೂ ಅವರ ಗುಂಡಿನ ಹೋರಾಟ ನೀಡುವ ಉತ್ತರ ಕನ್ನಡದ ಸದಾ ಯಾವುದೇ ಹೋರಾಟಗಳಿಗೆ ಸಿದ್ಧರಿದ್ದೇವೆ ಎಂದು ಹೇಳಿದರು. ಕರವೇ ಮಹಿಳಾ ಘಟಕ ತಾಲೂಕ ಅಧ್ಯಕ್ಷೆ ಲಕ್ಷ್ಮಮ್ಮ ಕಟ್ಟರ್ ಮಾತನಾಡಿ ಅಧ್ಯಕ್ಷ bbox=[887, 209, 1192, 490]
obit-body: ತಾಲ್ಲೂಕಿನ ಹೊನ್ನವಳ್ಳಿ ಹೋಬಳಿಯ ಹಾಲ್ಕುರಿಕೆ ಗ್ರಾಮ ಪಂಚಾಯತಿ ಮಾಜಿ ಸದಸ್ಯ ಹಾಗೂ ಹೆಚ್.ಬೈರಾಪುರ ಗ್ರಾಮದ ಶ್ರೀ. ಕರಿಯಮ್ಮ ದೇವಾಲಯ ಸಮಿತಿ ಧರ್ಮದರ್ಶಿ ಬಿ.ಜಿ.ತಿಮ್ಮನಾಯಕ (೭೮) ಅನಾರೋಗ್ಯ ಕಾರಣದಿಂದ ಮಂಗಳವಾರ ಮರಣ ಹೊಂದಿದ್ದಾರೆ. ಮೃತರಿಗೆ ಇಬ್ಬರು ಗಂಡು ಮಕ್ಕಳು, ಬಿ.ಟಿ.ಕುಮಾರ್ ಪತ್ರಕರ್ತ ಸೇರಿದಂತೆ ಬಂಧು ಬಳಗವನ್ನು ಅಗಲಿದ್ದಾರೆ. ಮೃತರ ಅಂತ್ಯಸಂಸ್ಕಾರವನ್ನು ಮೇ ೧೪ ಬುಧವಾರದಂದು ಹೆಚ್.ಬೈರಾಪುರ ಅವರ ತೋಟದಲ್ಲಿ ನೆರವೇರಿಸಲಾಗುವುದು. bbox=[671, 1303, 920, 1441]
karave-felicitation-photo bbox=[1203, 199, 1520, 350]
dharmasthala-byline: ಭಾರತ ವೈಭವ ಸುದ್ದಿ bbox=[671, 978, 747, 993]
dharmasthala-body: ಗ್ರಾಮೀಣ ಅಭಿವೃದ್ಧಿ ಹಾಗೂ ಸಬಲೀಕರಣಕ್ಕೆ ಶ್ರೀಕ್ಷೇತ್ರ ಧರ್ಮಸ್ಥಳ ಗ್ರಾಮಾಭಿವೃದ್ಧಿ ಯೋಜನೆ ಟ್ರಸ್ಟ್ ಪ್ರಾಮಾಣಿಕವಾಗಿ ಕೆಲಸ ಮಾಡುತ್ತದೆ ಎಂದು ಜಿಲ್ಲಾ ಯೋಜನಾಧಿಕಾರಿ ಪ್ರಸನ್ ಅವರು ಹೇಳಿದರು. ಅವರು ತಾಲೂಕಿನ ಹಂಗರಗಿ ಗ್ರಾಮದಲ್ಲಿ ಅಂಗವಿಕಲರಿಗೆ ಸಂಸ್ಥೆಯಿಂದ ಕೂಡ ಮಾಡಿದ ಫಲಾನುಭವಿಗೆ ಗಂಗವ್ವ ಕೋಲಕಾರ ಅವರಿಗೆ ವೀಲ್ ಚೇರ್ ವಿತರಿಸಿ ಮಾತನಾಡಿ, ಸಂಸ್ಥೆ ಹಲವಾರು ಕಾರ್ಯಗಳನ್ನು ಮಾಡುತ್ತಿದೆ ಎಂದು ಹೇಳಿ ಸಬಲೀಕರಣಕ್ಕೆ ಹೆಚ್ಚು ಒತ್ತು ನೀಡುತ್ತಿದೆ ಎಂದು ಹೇಳಿದರು. ಈ ಸಂದರ್ಭದಲ್ಲಿ ಗ್ರಾಮ ಪಂಚಾಯತಿ ಸದಸ್ಯರು, ಗ್ರಾಮಸ್ಥರು, ಅಖಿಲ ಕರ್ನಾಟಕ ಜನಜಾಗೃತಿ ವೇದಿಕೆಯ ಸದಸ್ಯರು ಹಾಗೂ ಸಂಸ್ಥೆಯ ಅಧಿಕಾರಿಗಳು, ಕಾರ್ಯಕರ್ತರು ಉಪಸ್ಥಿತರಿದ್ದರು. bbox=[671, 996, 1080, 1117]
story-drown bbox=[18, 2027, 886, 2074]
karave-column-2 bbox=[1203, 356, 1523, 622]
